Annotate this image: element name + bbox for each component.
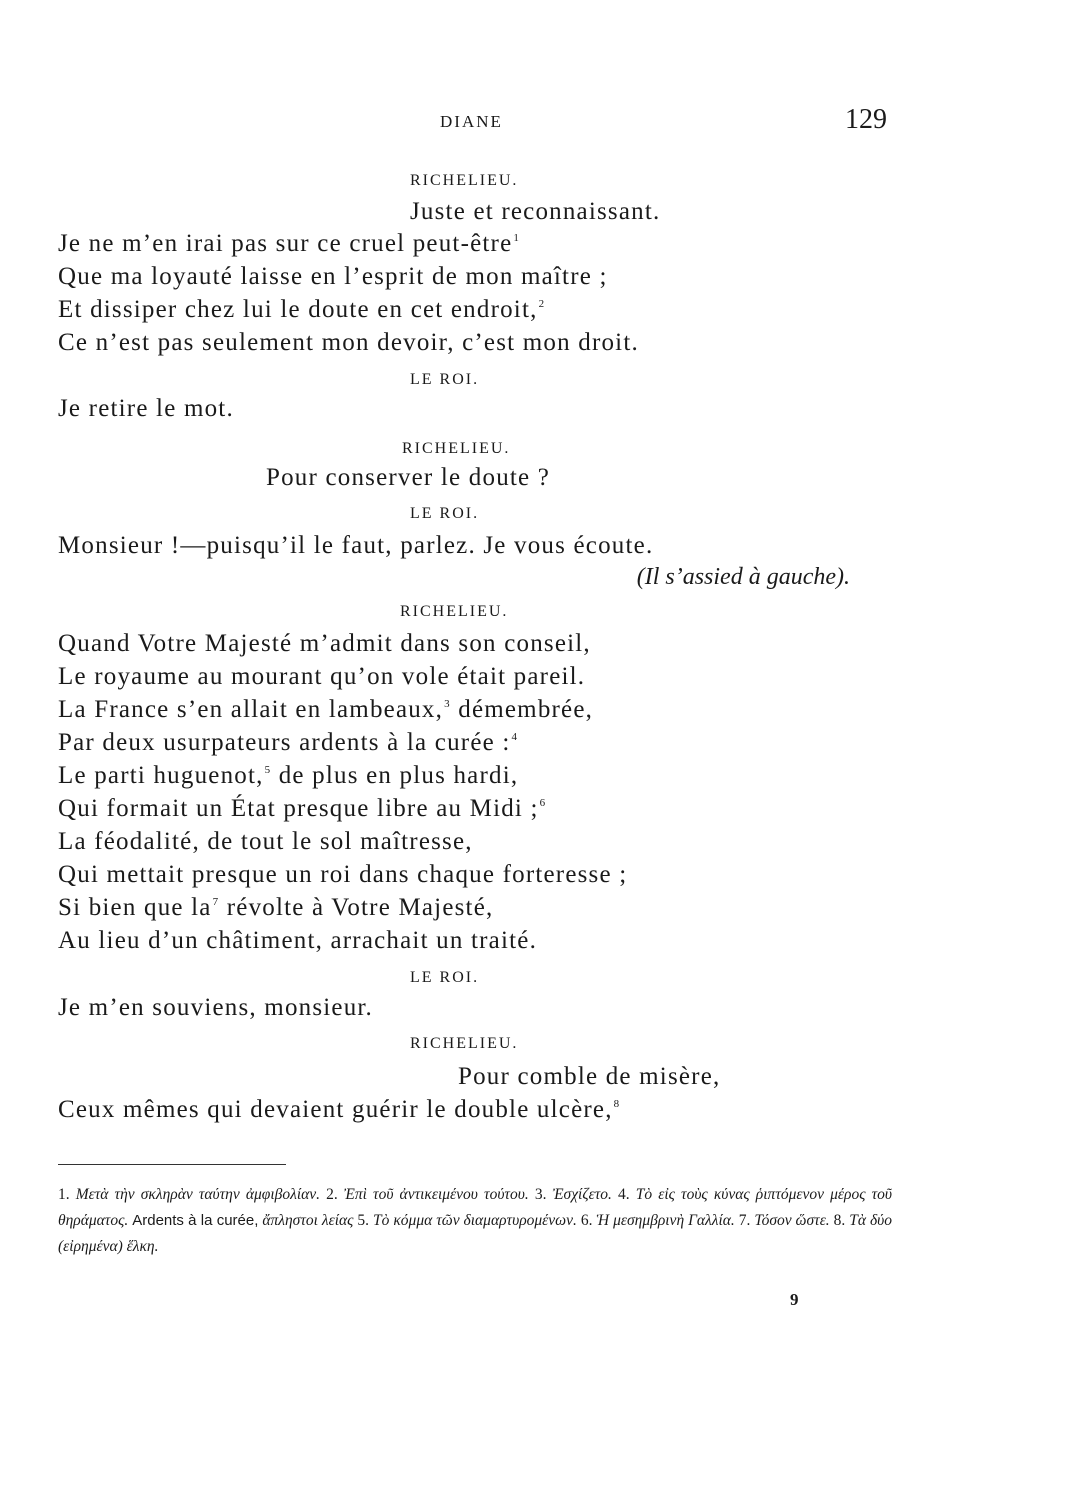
page-number: 129	[845, 104, 887, 135]
running-title: DIANE	[440, 112, 503, 131]
verse-line: Qui formait un État presque libre au Midi ;$^6$	[58, 795, 547, 822]
verse-line: Ce n’est pas seulement mon devoir, c’est mon droit.	[58, 329, 639, 356]
verse-line: Qui mettait presque un roi dans chaque forteresse ;	[58, 861, 628, 888]
verse-line: Juste et reconnaissant.	[410, 198, 661, 225]
signature-mark: 9	[790, 1290, 799, 1309]
footnote-number: 5.	[357, 1212, 370, 1229]
verse-line: La France s’en allait en lambeaux,$^3$ démembrée,	[58, 696, 594, 723]
verse-line: Monsieur !—puisqu’il le faut, parlez. Je vous écoute.	[58, 532, 654, 559]
speaker-richelieu: RICHELIEU.	[410, 1035, 519, 1052]
verse-line: Je m’en souviens, monsieur.	[58, 994, 374, 1021]
footnote-number: 2.	[326, 1186, 338, 1203]
footnote-ref: 6	[539, 797, 547, 809]
footnote-number: 4.	[618, 1186, 630, 1203]
footnote-ref: 8	[613, 1098, 621, 1110]
verse-line: Pour conserver le doute ?	[266, 464, 551, 491]
footnote-ref: 4	[511, 731, 519, 743]
footnote-text: Μετὰ τὴν σκληρὰν ταύτην ἀμφιβολίαν.	[75, 1186, 321, 1203]
footnote-ref: 1	[513, 232, 521, 244]
verse-line: Par deux usurpateurs ardents à la curée :$^4$	[58, 729, 519, 756]
verse-line: Je retire le mot.	[58, 395, 234, 422]
speaker-richelieu: RICHELIEU.	[400, 603, 509, 620]
verse-line: Et dissiper chez lui le doute en cet endroit,$^2$	[58, 296, 546, 323]
verse-line: Quand Votre Majesté m’admit dans son conseil,	[58, 630, 591, 657]
verse-line: La féodalité, de tout le sol maîtresse,	[58, 828, 473, 855]
verse-line: Au lieu d’un châtiment, arrachait un traité.	[58, 927, 538, 954]
speaker-le-roi: LE ROI.	[410, 505, 480, 522]
footnote-number: 1.	[58, 1186, 70, 1203]
speaker-richelieu: RICHELIEU.	[410, 172, 519, 189]
stage-direction: (Il s’assied à gauche).	[636, 564, 850, 590]
footnote-text: Ἡ μεσημβρινὴ Γαλλία.	[596, 1212, 735, 1229]
footnote-number: 7.	[738, 1212, 751, 1229]
speaker-richelieu: RICHELIEU.	[402, 440, 511, 457]
footnote-text: Τὰ δύο (εἰρημένα) ἕλκη.	[58, 1212, 893, 1255]
footnote-text: Τόσον ὥστε.	[754, 1212, 830, 1229]
footnote-ref: 2	[538, 298, 546, 310]
verse-line: Le parti huguenot,$^5$ de plus en plus hardi,	[58, 762, 519, 789]
footnote-text: Τὸ εἰς τοὺς κύνας ῥιπτόμενον μέρος τοῦ θηράματος.	[58, 1186, 893, 1229]
speaker-le-roi: LE ROI.	[410, 969, 480, 986]
verse-line: Le royaume au mourant qu’on vole était pareil.	[58, 663, 586, 690]
footnote-number: 3.	[534, 1186, 547, 1203]
footnote-ref: 5	[264, 764, 272, 776]
footnote-text: Ardents à la curée,	[132, 1212, 259, 1229]
footnotes	[58, 1182, 892, 1260]
footnote-text: Ἐπὶ τοῦ ἀντικειμένου τούτου.	[343, 1186, 529, 1203]
footnote-text: Τὸ κόμμα τῶν διαμαρτυρομένων.	[373, 1212, 577, 1229]
footnote-divider	[58, 1164, 286, 1165]
footnote-text: ἄπληστοι λείας	[262, 1212, 354, 1229]
speaker-le-roi: LE ROI.	[410, 371, 480, 388]
footnote-number: 6.	[580, 1212, 593, 1229]
verse-line: Je ne m’en irai pas sur ce cruel peut-être$^1$	[58, 230, 521, 257]
verse-line: Si bien que $la^7$ révolte à Votre Majesté,	[58, 894, 494, 921]
footnote-ref: 3	[444, 698, 451, 710]
footnote-number: 8.	[833, 1212, 846, 1229]
footnote-ref: 7	[212, 896, 220, 908]
footnote-text: Ἐσχίζετο.	[552, 1186, 612, 1203]
verse-line: Pour comble de misère,	[458, 1063, 721, 1090]
verse-line: Que ma loyauté laisse en l’esprit de mon maître ;	[58, 263, 608, 290]
verse-line: Ceux mêmes qui devaient guérir le double ulcère,$^8$	[58, 1096, 621, 1123]
